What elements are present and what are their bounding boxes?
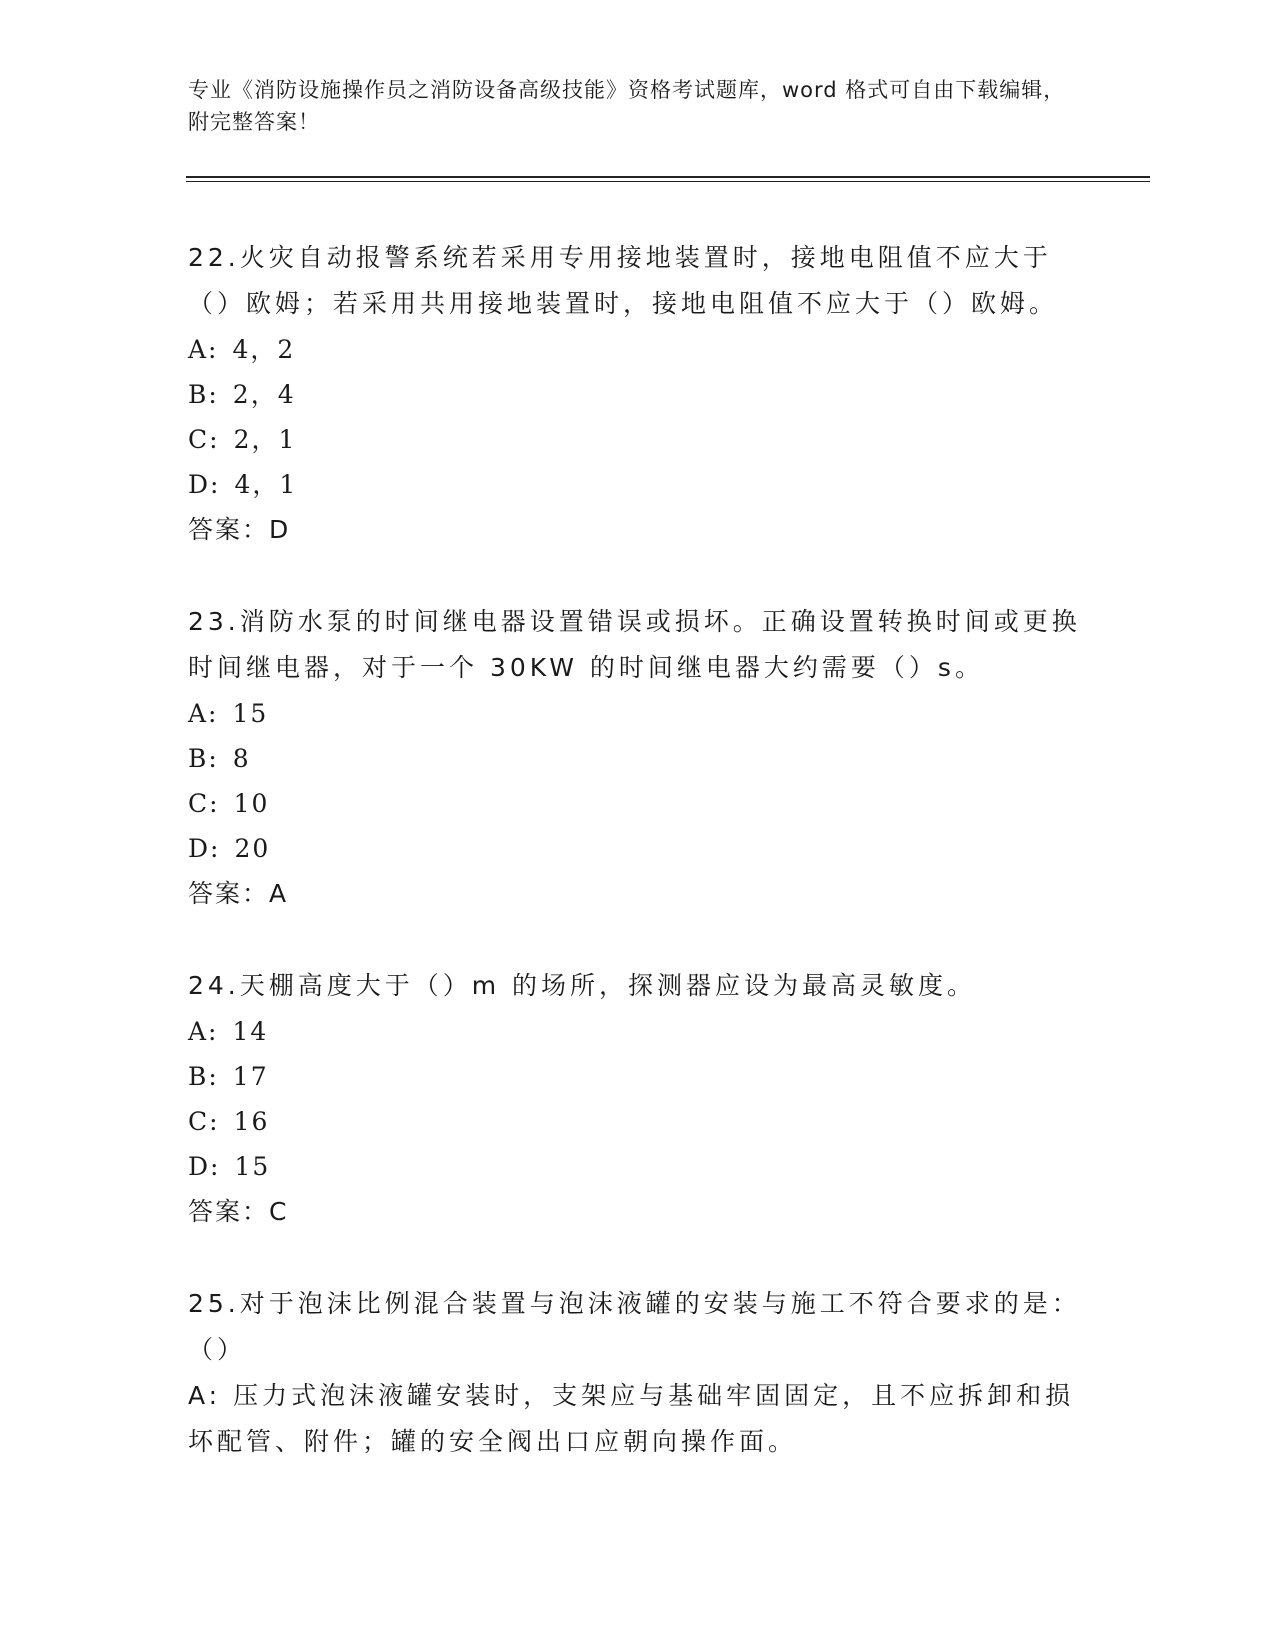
option-letter: D: <box>188 470 221 499</box>
question-list <box>188 235 1088 1511</box>
option-letter: A: <box>188 1017 219 1046</box>
option-c <box>188 1099 1088 1144</box>
header-divider <box>186 176 1150 182</box>
option-text: 10 <box>233 789 270 818</box>
option-letter: C: <box>188 789 220 818</box>
option-b <box>188 1054 1088 1099</box>
option-b <box>188 372 1088 417</box>
option-text: 17 <box>232 1062 269 1091</box>
option-letter: A: <box>188 335 219 364</box>
option-d <box>188 462 1088 507</box>
option-b <box>188 736 1088 781</box>
option-text: 2，1 <box>233 425 297 454</box>
question-stem: 24.天棚高度大于（）m 的场所，探测器应设为最高灵敏度。 <box>188 971 977 1000</box>
option-text: 20 <box>234 834 271 863</box>
option-letter: B: <box>188 744 219 773</box>
document-header: 专业《消防设施操作员之消防设备高级技能》资格考试题库，word 格式可自由下载编辑，附完整答案！ <box>188 78 1066 134</box>
question-stem: 25.对于泡沫比例混合装置与泡沫液罐的安装与施工不符合要求的是：（） <box>188 1289 1081 1364</box>
option-letter: C: <box>188 425 220 454</box>
option-d <box>188 826 1088 871</box>
option-d <box>188 1144 1088 1189</box>
option-text: 4，1 <box>234 470 298 499</box>
option-text: 2，4 <box>232 380 296 409</box>
option-letter: B: <box>188 380 219 409</box>
option-text: 4，2 <box>232 335 296 364</box>
question-22 <box>188 235 1088 553</box>
option-text: 14 <box>232 1017 269 1046</box>
option-a <box>188 327 1088 372</box>
option-letter: D: <box>188 834 221 863</box>
option-a <box>188 691 1088 736</box>
option-a <box>188 1009 1088 1054</box>
answer-line: 答案：D <box>188 515 291 544</box>
option-text: 15 <box>232 699 269 728</box>
option-letter: C: <box>188 1107 220 1136</box>
option-a <box>188 1373 1088 1465</box>
option-letter: A: <box>188 699 219 728</box>
question-stem: 23.消防水泵的时间继电器设置错误或损坏。正确设置转换时间或更换时间继电器，对于一个 30KW 的时间继电器大约需要（）s。 <box>188 607 1081 682</box>
option-letter: B: <box>188 1062 219 1091</box>
option-text: 8 <box>232 744 251 773</box>
answer-line: 答案：C <box>188 1197 289 1226</box>
question-23 <box>188 599 1088 917</box>
question-24 <box>188 963 1088 1235</box>
option-text: 16 <box>233 1107 270 1136</box>
option-text: 压力式泡沫液罐安装时，支架应与基础牢固固定，且不应拆卸和损坏配管、附件；罐的安全阀出口应朝向操作面。 <box>188 1381 1075 1456</box>
option-c <box>188 417 1088 462</box>
option-letter: A: <box>188 1381 222 1410</box>
question-stem: 22.火灾自动报警系统若采用专用接地装置时，接地电阻值不应大于（）欧姆；若采用共用接地装置时，接地电阻值不应大于（）欧姆。 <box>188 243 1059 318</box>
answer-line: 答案：A <box>188 879 289 908</box>
question-25 <box>188 1281 1088 1465</box>
option-letter: D: <box>188 1152 221 1181</box>
option-text: 15 <box>234 1152 271 1181</box>
option-c <box>188 781 1088 826</box>
